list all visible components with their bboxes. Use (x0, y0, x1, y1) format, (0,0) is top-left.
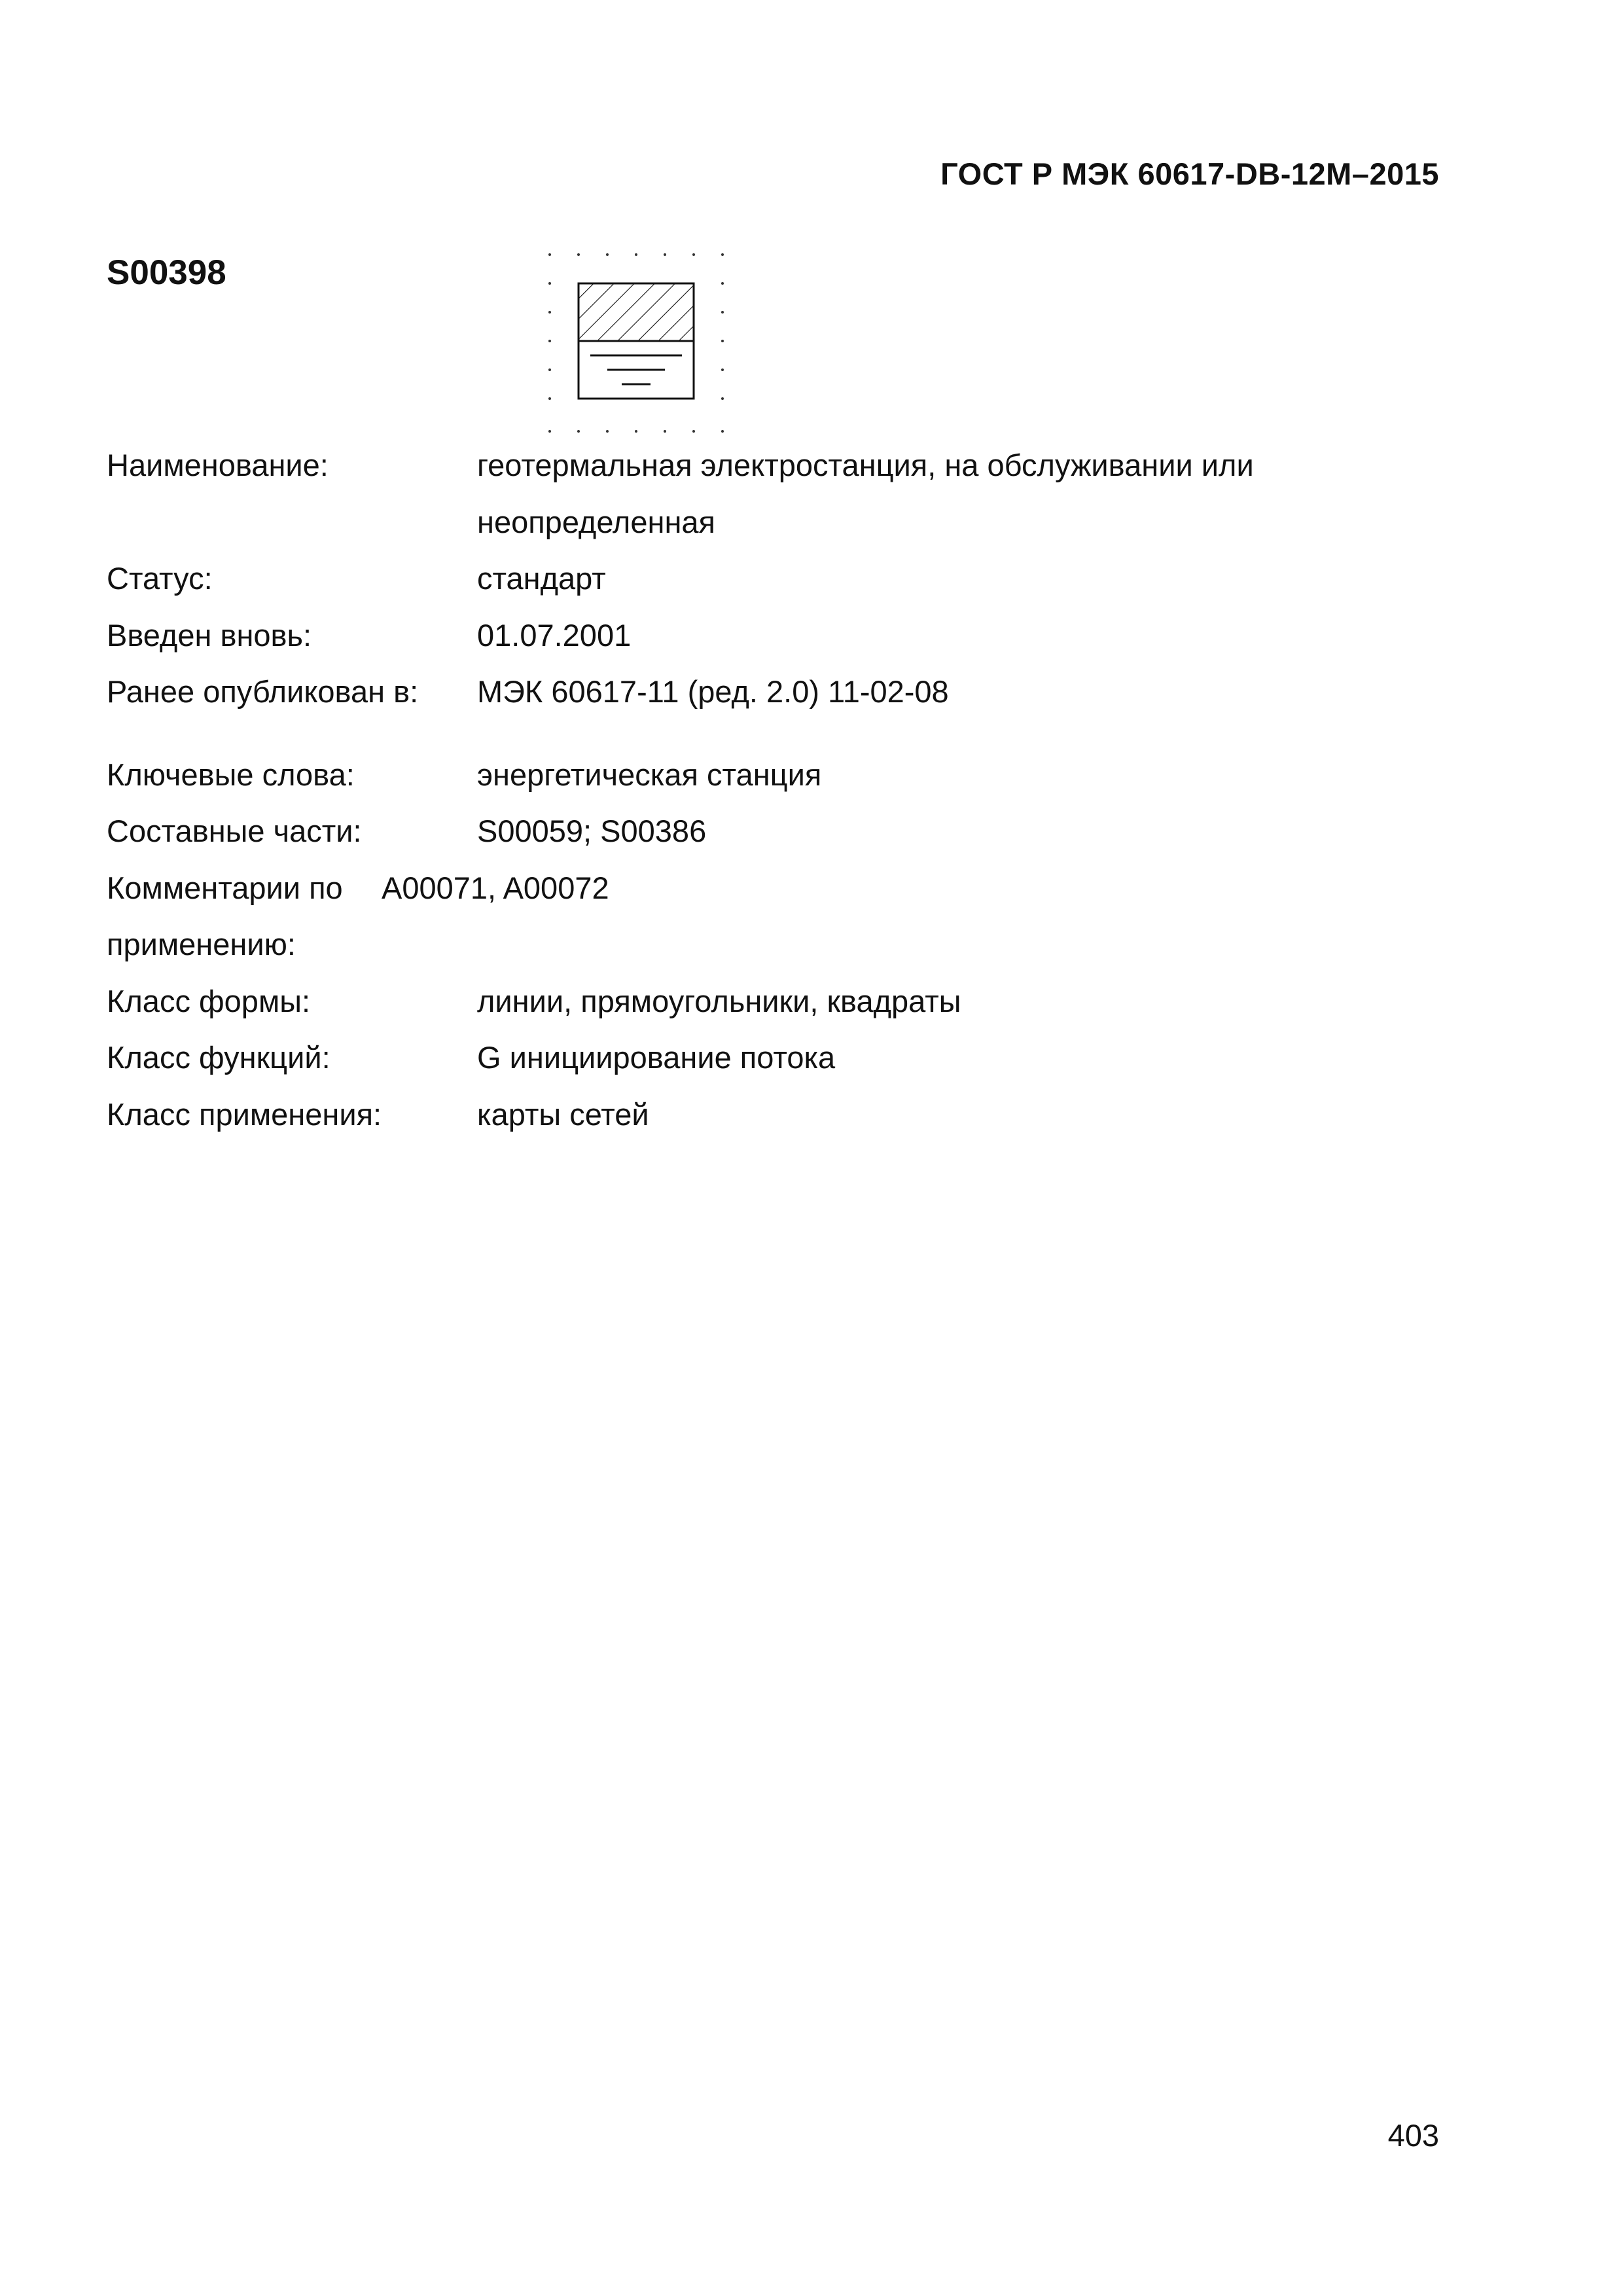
property-label: Ключевые слова: (107, 757, 355, 792)
property-value: геотермальная электростанция, на обслуживании или неопределенная (477, 448, 1254, 539)
property-row-function-class (107, 1030, 1468, 1086)
geothermal-power-station-symbol (544, 251, 732, 435)
property-label: Комментарии по применению: (107, 870, 343, 961)
property-label: Ранее опубликован в: (107, 674, 419, 709)
property-value: МЭК 60617-11 (ред. 2.0) 11-02-08 (477, 674, 949, 709)
property-row-application-class (107, 1086, 1468, 1143)
hatched-upper-half (579, 283, 694, 341)
property-label: Наименование: (107, 448, 329, 482)
property-row-application-notes (107, 860, 1468, 973)
grid-dots (548, 253, 724, 433)
property-label: Статус: (107, 561, 213, 596)
property-row-status (107, 550, 1468, 607)
section-gap (107, 721, 1468, 747)
property-value: A00071, A00072 (382, 870, 609, 905)
property-label: Класс формы: (107, 983, 311, 1018)
property-row-keywords (107, 747, 1468, 804)
page-number: 403 (1387, 2118, 1439, 2153)
property-row-published-in (107, 664, 1468, 721)
standard-header: ГОСТ Р МЭК 60617-DB-12M–2015 (940, 156, 1439, 191)
symbol-properties (107, 437, 1468, 1143)
property-value: карты сетей (477, 1096, 649, 1132)
property-label: Введен вновь: (107, 617, 312, 653)
property-row-shape-class (107, 973, 1468, 1030)
property-label: Класс применения: (107, 1096, 382, 1132)
property-row-introduced (107, 607, 1468, 664)
property-row-name (107, 437, 1468, 550)
symbol-id: S00398 (107, 253, 226, 292)
property-label: Класс функций: (107, 1040, 330, 1075)
property-label: Составные части: (107, 814, 362, 848)
property-value: S00059; S00386 (477, 814, 707, 848)
property-value: стандарт (477, 561, 606, 596)
property-value: энергетическая станция (477, 757, 822, 792)
property-value: G инициирование потока (477, 1040, 836, 1075)
property-value: 01.07.2001 (477, 617, 632, 653)
property-value: линии, прямоугольники, квадраты (477, 983, 961, 1018)
property-row-components (107, 803, 1468, 860)
